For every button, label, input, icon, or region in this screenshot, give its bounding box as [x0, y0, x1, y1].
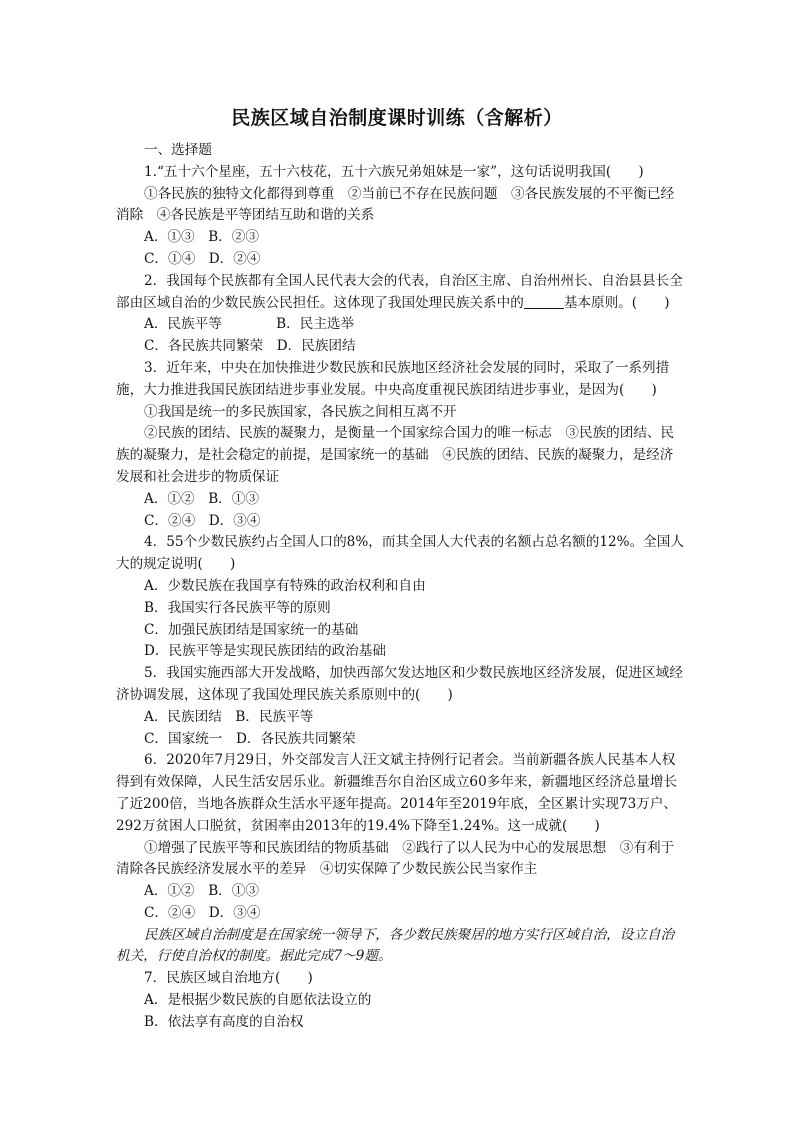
question-3-options-ab: A．①② B．①③ [144, 490, 259, 507]
question-5-options-ab: A．民族团结 B．民族平等 [144, 708, 314, 725]
question-6-options-cd: C．②④ D．③④ [144, 904, 261, 921]
question-7-option-a: A．是根据少数民族的自愿依法设立的 [144, 992, 372, 1009]
material-intro: 民族区域自治制度是在国家统一领导下，各少数民族聚居的地方实行区域自治，设立自治机关，行使自治权的制度。据此完成7～9题。 [116, 926, 675, 965]
question-3-statements-2-4: ②民族的团结、民族的凝聚力，是衡量一个国家综合国力的唯一标志 ③民族的团结、民族的凝聚力，是社会稳定的前提，是国家统一的基础 ④民族的团结、民族的凝聚力，是经济发展和社会进步的物质保证 [116, 425, 675, 485]
question-5-options-cd: C．国家统一 D．各民族共同繁荣 [144, 730, 356, 747]
question-1-stem: 1.“五十六个星座，五十六枝花，五十六族兄弟姐妹是一家”，这句话说明我国( ) [144, 163, 644, 180]
question-7-option-b: B．依法享有高度的自治权 [144, 1013, 304, 1030]
question-6-stem: 6．2020年7月29日，外交部发言人汪文斌主持例行记者会。当前新疆各族人民基本人权得到有效保障，人民生活安居乐业。新疆维吾尔自治区成立60多年来，新疆地区经济总量增长了近200倍，当地各族群众生活水平逐年提高。2014年至2019年底，全区累计实现73万户、292万贫困人口脱贫，贫困率由2013年的19.4%下降至1.24%。这一成就( ) [116, 752, 678, 834]
page-title: 民族区域自治制度课时训练（含解析） [231, 107, 563, 129]
answer-blank [524, 294, 564, 309]
question-1-options-cd: C．①④ D．②④ [144, 250, 261, 267]
question-2-stem-part1: 2．我国每个民族都有全国人民代表大会的代表，自治区主席、自治州州长、自治县县长全部由区域自治的少数民族公民担任。这体现了我国处理民族关系中的 [116, 272, 683, 311]
document-body [116, 140, 684, 1034]
question-5-stem: 5．我国实施西部大开发战略，加快西部欠发达地区和少数民族地区经济发展，促进区域经济协调发展，这体现了我国处理民族关系原则中的( ) [116, 665, 683, 703]
question-2-stem [116, 271, 684, 315]
question-4-option-b: B．我国实行各民族平等的原则 [144, 599, 331, 616]
question-1-options-ab: A．①③ B．②③ [144, 229, 259, 246]
question-2-options-cd: C．各民族共同繁荣 D．民族团结 [144, 338, 356, 355]
question-3-stem: 3．近年来，中央在加快推进少数民族和民族地区经济社会发展的同时，采取了一系列措施，大力推进我国民族团结进步事业发展。中央高度重视民族团结进步事业，是因为( ) [116, 359, 670, 398]
question-2-stem-part2: 基本原则。( ) [563, 294, 670, 311]
question-3-options-cd: C．②④ D．③④ [144, 512, 261, 529]
question-4-option-c: C．加强民族团结是国家统一的基础 [144, 621, 359, 638]
question-4-option-d: D．民族平等是实现民族团结的政治基础 [144, 643, 386, 660]
question-6-statements: ①增强了民族平等和民族团结的物质基础 ②践行了以人民为中心的发展思想 ③有利于清除各民族经济发展水平的差异 ④切实保障了少数民族公民当家作主 [116, 839, 675, 878]
question-3-statement-1: ①我国是统一的多民族国家，各民族之间相互离不开 [144, 403, 457, 420]
section-heading: 一、选择题 [144, 142, 212, 158]
question-1-statements: ①各民族的独特文化都得到尊重 ②当前已不存在民族问题 ③各民族发展的不平衡已经消除 ④各民族是平等团结互助和谐的关系 [116, 185, 675, 224]
question-7-stem: 7．民族区域自治地方( ) [144, 970, 313, 987]
question-4-stem: 4．55个少数民族约占全国人口的8%，而其全国人大代表的名额占总名额的12%。全国人大的规定说明( ) [116, 534, 684, 573]
question-6-options-ab: A．①② B．①③ [144, 883, 259, 900]
question-4-option-a: A．少数民族在我国享有特殊的政治权利和自由 [144, 577, 426, 594]
question-2-options-ab: A．民族平等 B．民主选举 [144, 316, 355, 333]
